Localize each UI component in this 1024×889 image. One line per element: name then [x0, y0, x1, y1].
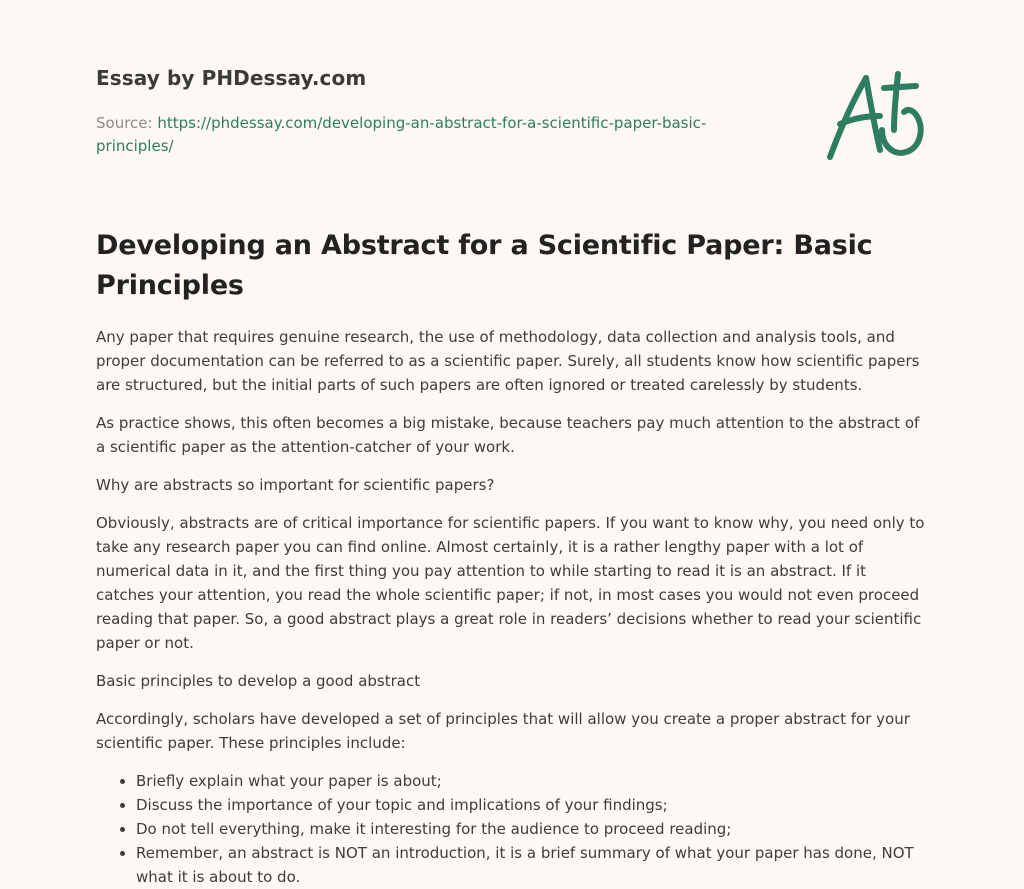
site-title: Essay by PHDessay.com	[96, 66, 367, 90]
article-body	[96, 325, 928, 889]
article-title: Developing an Abstract for a Scientific Paper: Basic Principles	[96, 230, 873, 301]
source-link[interactable]: https://phdessay.com/developing-an-abstract-for-a-scientific-paper-basic-principles/	[96, 114, 707, 155]
paragraph: Accordingly, scholars have developed a set of principles that will allow you create a proper abstract for your scientific paper. These principles include:	[96, 710, 910, 752]
list-item: • Remember, an abstract is NOT an introduction, it is a brief summary of what your paper has done, NOT what it is about to do.	[136, 841, 928, 889]
list-item: • Do not tell everything, make it interesting for the audience to proceed reading;	[136, 817, 928, 841]
subheading: Basic principles to develop a good abstract	[96, 672, 421, 690]
list-item: • Discuss the importance of your topic and implications of your findings;	[136, 793, 928, 817]
principles-list	[96, 769, 928, 889]
list-item: • Briefly explain what your paper is about;	[136, 769, 928, 793]
a-plus-grade-icon	[822, 66, 932, 166]
paragraph: As practice shows, this often becomes a big mistake, because teachers pay much attention to the abstract of a scientific paper as the attention-catcher of your work.	[96, 414, 920, 456]
source-line	[96, 112, 736, 158]
paragraph: Obviously, abstracts are of critical importance for scientific papers. If you want to know why, you need only to take any research paper you can find online. Almost certainly, it is a rather lengthy paper with a lot of numerical data in it, and the first thing you pay attention to while starting to read it is an abstract. If it catches your attention, you read the whole scientific paper; if not, in most cases you would not even proceed reading that paper. So, a good abstract plays a great role in readers’ decisions whether to read your scientific paper or not.	[96, 514, 925, 652]
source-label: Source:	[96, 114, 158, 132]
paragraph: Any paper that requires genuine research, the use of methodology, data collection and analysis tools, and proper documentation can be referred to as a scientific paper. Surely, all students know how scientific papers are structured, but the initial parts of such papers are often ignored or treated carelessly by students.	[96, 328, 920, 394]
subheading: Why are abstracts so important for scientific papers?	[96, 476, 495, 494]
